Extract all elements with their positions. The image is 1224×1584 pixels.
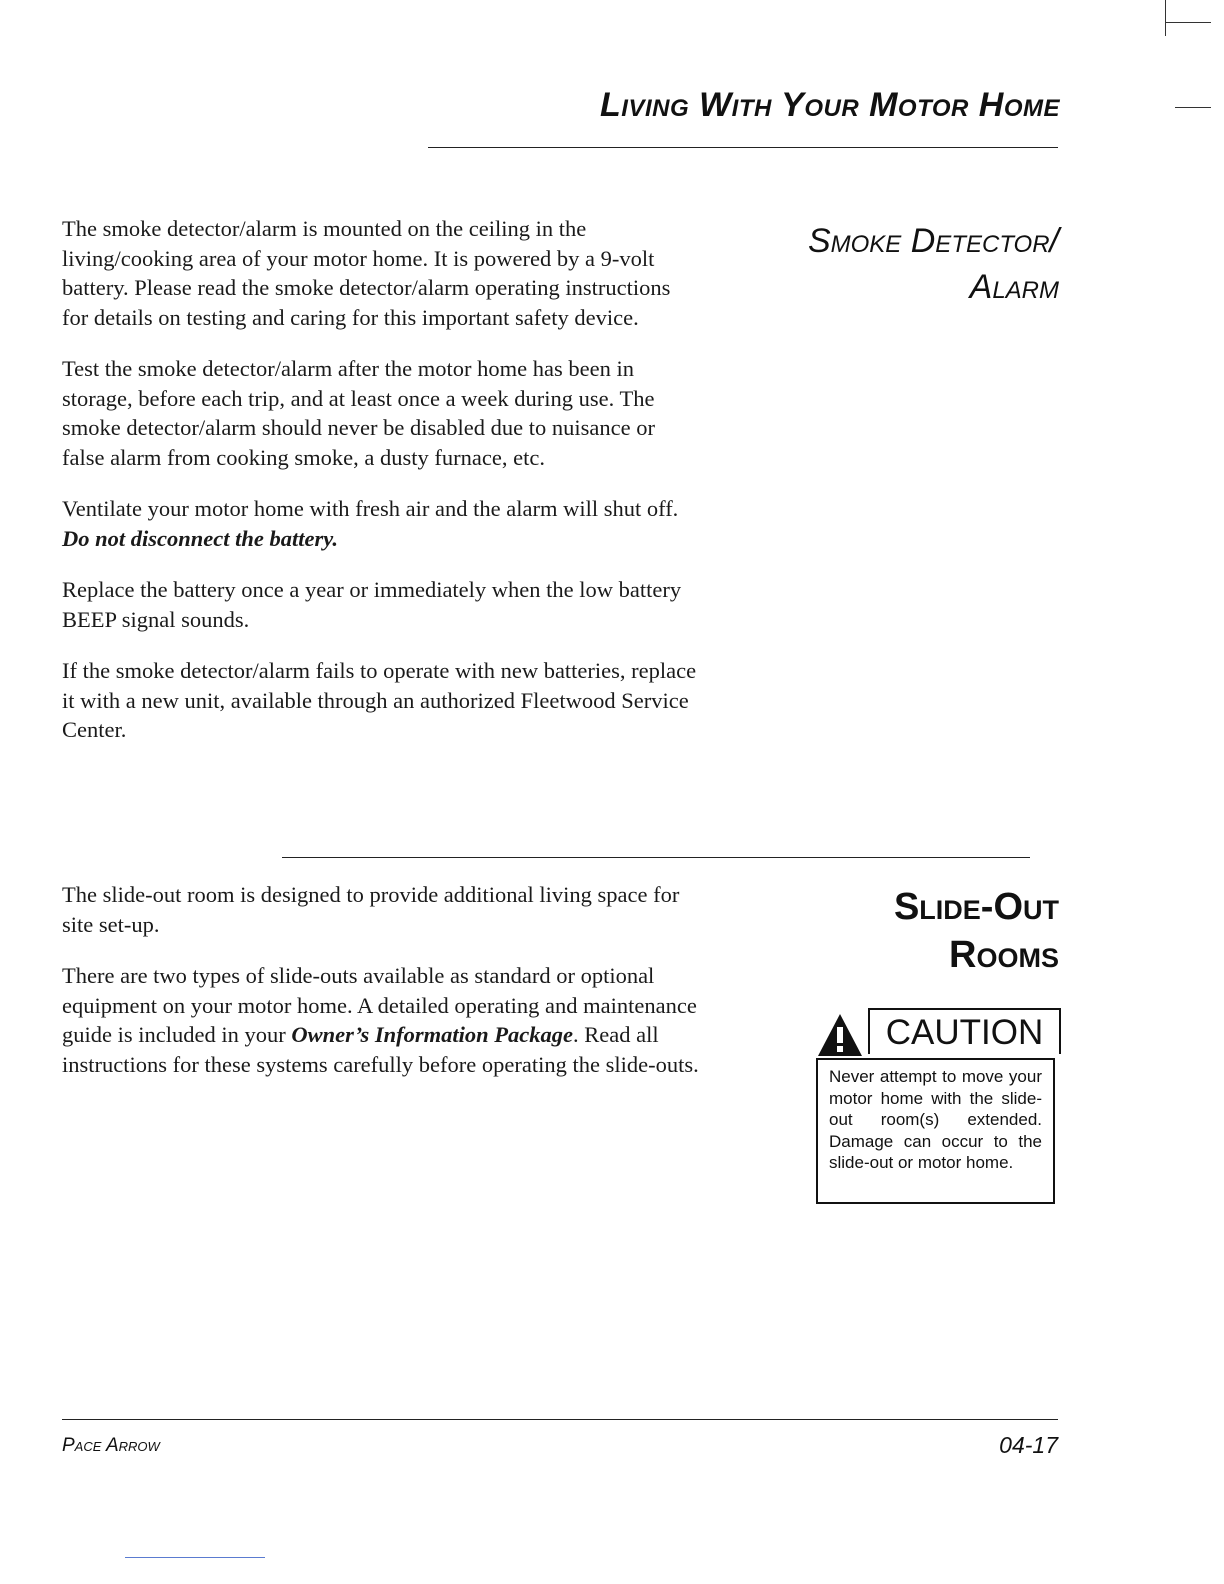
ventilate-warning: Do not disconnect the battery. <box>62 525 339 551</box>
smoke-section-body <box>62 214 702 767</box>
slide-section-title <box>759 883 1059 979</box>
owners-package-ref: Owner’s Information Package <box>291 1022 574 1047</box>
caution-header <box>816 1008 1059 1058</box>
smoke-title-line1: Smoke Detector/ <box>807 222 1059 260</box>
slide-section-body <box>62 880 702 1101</box>
slide-paragraph-2 <box>62 961 702 1079</box>
warning-triangle-icon <box>816 1012 864 1058</box>
slide-para2-start: There are two types of slide-outs available as standard or optional equipment on your motor home. A detailed operating and maintenance guide is included in your <box>62 963 697 1047</box>
smoke-section-title <box>739 218 1059 310</box>
footer-model-name: Pace Arrow <box>62 1435 160 1456</box>
slide-title-line2: Rooms <box>949 934 1059 976</box>
caution-box <box>816 1008 1059 1206</box>
smoke-paragraph-2: Test the smoke detector/alarm after the motor home has been in storage, before each trip, and at least once a week during use. The smoke detector/alarm should never be disabled due to nuisance or false alarm from cooking smoke, a dusty furnace, etc. <box>62 356 655 470</box>
scan-artifact <box>1175 107 1211 108</box>
running-title: Living With Your Motor Home <box>600 86 1060 124</box>
slide-para2-end: . Read all instructions for these systems carefully before operating the slide-outs. <box>62 1022 699 1077</box>
slide-paragraph-1: The slide-out room is designed to provide additional living space for site set-up. <box>62 882 680 937</box>
scan-artifact <box>125 1557 265 1558</box>
footer-rule <box>62 1419 1058 1420</box>
section-divider <box>282 857 1030 858</box>
scan-artifact <box>1165 0 1166 36</box>
smoke-title-line2: Alarm <box>969 268 1059 306</box>
smoke-paragraph-replace: Replace the battery once a year or immediately when the low battery BEEP signal sounds. <box>62 577 682 632</box>
ventilate-text: Ventilate your motor home with fresh air and the alarm will shut off. <box>62 496 679 521</box>
slide-title-line1: Slide-Out <box>893 886 1059 928</box>
scan-artifact <box>1165 22 1211 23</box>
page-number: 04-17 <box>999 1432 1058 1458</box>
caution-label: CAUTION <box>868 1008 1061 1054</box>
smoke-paragraph-1: The smoke detector/alarm is mounted on the ceiling in the living/cooking area of your motor home. It is powered by a 9-volt battery. Please read the smoke detector/alarm operating instructions for details on testing and caring for this important safety device. <box>62 216 671 330</box>
smoke-paragraph-fails: If the smoke detector/alarm fails to operate with new batteries, replace it with a new unit, available through an authorized Fleetwood Service Center. <box>62 658 697 742</box>
caution-text: Never attempt to move your motor home with the slide-out room(s) extended. Damage can occur to the slide-out or motor home. <box>816 1058 1055 1204</box>
header-rule <box>428 147 1058 148</box>
smoke-paragraph-ventilate <box>62 494 702 553</box>
